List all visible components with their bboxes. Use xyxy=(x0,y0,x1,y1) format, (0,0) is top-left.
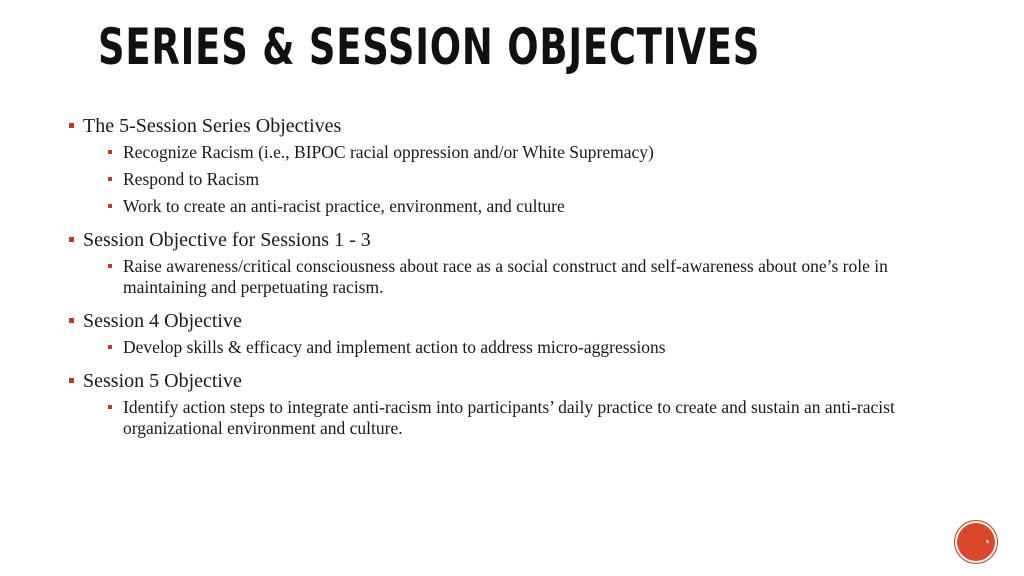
slide-nav-icon[interactable] xyxy=(957,523,995,561)
slide-title: SERIES & SESSION OBJECTIVES xyxy=(98,18,761,76)
section-heading: Session Objective for Sessions 1 - 3 xyxy=(83,229,371,251)
section-heading: The 5-Session Series Objectives xyxy=(83,115,342,137)
list-item: Recognize Racism (i.e., BIPOC racial oppression and/or White Supremacy) xyxy=(123,142,946,163)
list-item: Work to create an anti-racist practice, environment, and culture xyxy=(123,196,946,217)
square-bullet-icon xyxy=(108,264,112,268)
section-heading: Session 4 Objective xyxy=(83,310,242,332)
square-bullet-icon xyxy=(69,378,74,383)
list-item: Respond to Racism xyxy=(123,169,946,190)
list-item: Develop skills & efficacy and implement action to address micro-aggressions xyxy=(123,337,946,358)
square-bullet-icon xyxy=(108,345,112,349)
square-bullet-icon xyxy=(108,405,112,409)
square-bullet-icon xyxy=(108,177,112,181)
list-item: Raise awareness/critical consciousness about race as a social construct and self-awareness about one’s role in maintaining and perpetuating racism. xyxy=(123,256,946,298)
section-heading: Session 5 Objective xyxy=(83,370,242,392)
square-bullet-icon xyxy=(108,204,112,208)
square-bullet-icon xyxy=(69,318,74,323)
square-bullet-icon xyxy=(69,237,74,242)
section-session-4 xyxy=(66,309,946,358)
list-item: Identify action steps to integrate anti-racism into participants’ daily practice to create and sustain an anti-racist organizational environment and culture. xyxy=(123,397,946,439)
square-bullet-icon xyxy=(69,123,74,128)
section-sessions-1-3 xyxy=(66,228,946,298)
section-session-5 xyxy=(66,369,946,439)
nav-dot-icon xyxy=(986,540,989,543)
section-series-objectives xyxy=(66,114,946,217)
square-bullet-icon xyxy=(108,150,112,154)
objectives-list xyxy=(66,114,946,439)
